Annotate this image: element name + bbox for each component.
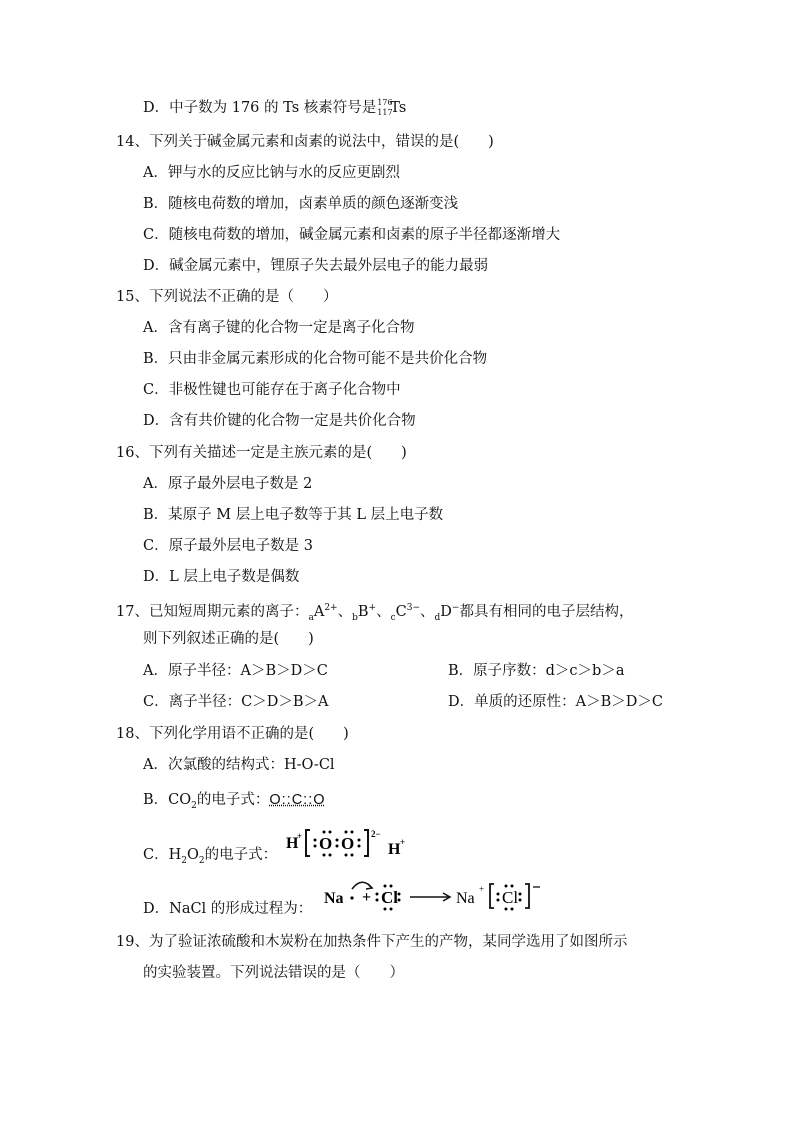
q15-stem: 15、下列说法不正确的是（ ） — [116, 289, 338, 305]
q18-stem: 18、下列化学用语不正确的是( ) — [116, 726, 349, 742]
h2o2-electron-formula — [284, 826, 414, 866]
ion-sep: 、 — [376, 603, 391, 620]
co2-electron-formula: O::C::O — [269, 792, 326, 808]
q17-stem-pre: 17、已知短周期元素的离子： — [116, 603, 309, 620]
ion-charge: + — [368, 603, 377, 613]
plus-sign: + — [362, 889, 372, 906]
q16-option-d: D．L 层上电子数是偶数 — [143, 569, 300, 585]
ion-charge: − — [451, 603, 460, 613]
q18-c-pre: C．H — [143, 847, 182, 863]
q14-option-b: B．随核电荷数的增加，卤素单质的颜色逐渐变浅 — [143, 196, 459, 212]
h-atom: H — [286, 835, 299, 852]
o-atom: O — [341, 834, 355, 853]
atomic-number: 117 — [377, 108, 393, 117]
q17-stem-post: 都具有相同的电子层结构， — [459, 603, 634, 620]
ion-c — [390, 603, 435, 623]
cl-ion: Cl — [502, 888, 519, 907]
nacl-formation-formula — [322, 872, 552, 916]
element-symbol: Ts — [390, 100, 407, 116]
q16-option-a: A．原子最外层电子数是 2 — [143, 476, 313, 492]
ion-symbol: C — [395, 603, 407, 620]
q18-c-sub2: 2 — [198, 855, 205, 866]
ion-charge: 2+ — [324, 603, 338, 613]
q18-b-post: 的电子式： — [196, 792, 270, 808]
o-atom: O — [319, 834, 333, 853]
ion-sub: d — [434, 612, 441, 623]
q18-option-c — [143, 845, 277, 871]
q16-stem: 16、下列有关描述一定是主族元素的是( ) — [116, 445, 407, 461]
ion-symbol: A — [313, 603, 325, 620]
q15-option-d: D．含有共价键的化合物一定是共价化合物 — [143, 413, 416, 429]
q19-stem: 19、为了验证浓硫酸和木炭粉在加热条件下产生的产物，某同学选用了如图所示 — [116, 934, 628, 950]
q15-option-c: C．非极性键也可能存在于离子化合物中 — [143, 382, 401, 398]
q18-option-d: D．NaCl 的形成过程为： — [143, 901, 313, 917]
q19-stem-line2: 的实验装置。下列说法错误的是（ ） — [143, 965, 404, 981]
ion-b — [352, 603, 391, 623]
ion-a — [308, 603, 353, 623]
q18-option-a: A．次氯酸的结构式：H-O-Cl — [143, 757, 335, 773]
na-ion: Na — [456, 890, 475, 907]
ion-symbol: D — [440, 603, 452, 620]
plus-sign: + — [297, 831, 303, 841]
ion-sub: a — [308, 612, 314, 623]
na-atom: Na — [324, 890, 344, 907]
q14-option-d: D．碱金属元素中，锂原子失去最外层电子的能力最弱 — [143, 258, 489, 274]
ion-symbol: B — [357, 603, 369, 620]
charge: 2− — [371, 829, 381, 839]
q13-option-d — [143, 98, 406, 118]
ion-sub: b — [352, 612, 358, 623]
h-atom: H — [388, 841, 401, 858]
q14-option-c: C．随核电荷数的增加，碱金属元素和卤素的原子半径都逐渐增大 — [143, 227, 561, 243]
q16-option-b: B．某原子 M 层上电子数等于其 L 层上电子数 — [143, 507, 444, 523]
plus-charge: + — [479, 884, 485, 894]
ion-sep: 、 — [420, 603, 435, 620]
q15-option-a: A．含有离子键的化合物一定是离子化合物 — [143, 320, 415, 336]
q14-option-a: A．钾与水的反应比钠与水的反应更剧烈 — [143, 165, 400, 181]
q16-option-c: C．原子最外层电子数是 3 — [143, 538, 313, 554]
q18-option-b — [143, 790, 326, 816]
q18-c-mid: O — [186, 847, 199, 863]
q18-c-sub1: 2 — [181, 855, 187, 866]
cl-atom: Cl — [381, 888, 398, 907]
q15-option-b: B．只由非金属元素形成的化合物可能不是共价化合物 — [143, 351, 488, 367]
ion-d — [434, 603, 460, 623]
q17-option-a: A．原子半径：A＞B＞D＞C — [143, 663, 328, 679]
ion-charge: 3− — [406, 603, 420, 613]
ion-sub: c — [390, 612, 396, 623]
q17-stem — [116, 598, 633, 628]
q18-b-pre: B．CO — [143, 792, 192, 808]
q14-stem: 14、下列关于碱金属元素和卤素的说法中，错误的是( ) — [116, 134, 494, 150]
q13-option-d-text: D．中子数为 176 的 Ts 核素符号是 — [143, 100, 377, 116]
ion-sep: 、 — [337, 603, 353, 620]
q17-option-d: D．单质的还原性：A＞B＞D＞C — [448, 694, 663, 710]
q18-c-post: 的电子式： — [204, 847, 278, 863]
q17-option-c: C．离子半径：C＞D＞B＞A — [143, 694, 329, 710]
q17-stem-line2: 则下列叙述正确的是( ) — [143, 631, 314, 647]
isotope-notation — [376, 98, 393, 118]
mass-number: 176 — [377, 98, 393, 107]
q17-option-b: B．原子序数：d＞c＞b＞a — [448, 663, 625, 679]
q18-b-sub: 2 — [191, 800, 197, 811]
plus-sign: + — [400, 837, 406, 847]
